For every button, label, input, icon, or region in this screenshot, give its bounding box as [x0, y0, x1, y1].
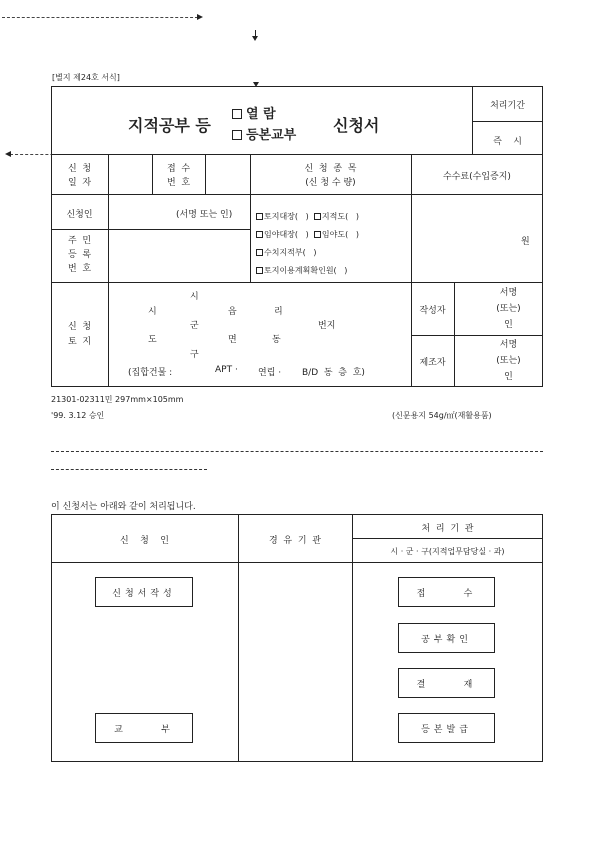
building-bd: B/D 동 층 호) — [302, 368, 365, 378]
receipt-no-label-line: 번 호 — [166, 178, 191, 188]
apply-date-label-line: 일 자 — [67, 178, 92, 188]
processing-period-label: 처리기간 — [490, 101, 525, 111]
building-villa: 연립 · — [258, 368, 282, 378]
fold-mark — [255, 30, 256, 36]
writer-label: 작성자 — [419, 306, 446, 316]
sign-line: 인 — [504, 320, 513, 330]
divider — [472, 121, 543, 122]
divider — [352, 538, 543, 539]
resident-label-line: 등 록 — [67, 250, 92, 260]
document-type: 토지이용계획확인원( ) — [264, 266, 348, 275]
step-receipt: 접 수 — [398, 577, 495, 607]
document-row — [256, 262, 359, 280]
approval-date: '99. 3.12 승인 — [51, 411, 105, 420]
checkbox-icon[interactable] — [256, 249, 263, 256]
resident-label-line: 주 민 — [67, 236, 92, 246]
document-type: 지적도( ) — [321, 212, 359, 221]
resident-no-label — [51, 234, 108, 276]
category-label — [250, 162, 411, 190]
divider — [51, 194, 543, 195]
building-apt: APT · — [215, 365, 238, 375]
checkbox-icon[interactable] — [256, 231, 263, 238]
document-type: 임야도( ) — [321, 230, 359, 239]
title-right: 신청서 — [333, 116, 380, 135]
cut-line — [51, 451, 543, 452]
land-address — [108, 289, 411, 384]
document-type: 수치지적부( ) — [264, 248, 317, 257]
land-label — [51, 320, 108, 350]
address-lot: 번지 — [318, 321, 336, 331]
document-type: 토지대장( ) — [264, 212, 309, 221]
col-via: 경 유 기 관 — [269, 536, 321, 546]
arrow-right-icon — [197, 14, 203, 20]
land-label-line: 신 청 — [67, 322, 92, 332]
cut-line — [51, 469, 207, 470]
cut-mark-top — [2, 17, 198, 18]
processing-period-value: 즉 시 — [493, 137, 522, 147]
divider — [51, 562, 543, 563]
arrow-down-icon — [252, 36, 258, 41]
sign-line: (또는) — [496, 356, 521, 366]
address-dong: 동 — [272, 335, 281, 345]
divider — [411, 154, 412, 387]
checkbox-icon[interactable] — [256, 213, 263, 220]
col-org: 처 리 기 관 — [421, 524, 474, 534]
document-row — [256, 226, 359, 244]
fee-label: 수수료(수입증지) — [443, 172, 511, 182]
checkbox-icon[interactable] — [256, 267, 263, 274]
document-type: 임야대장( ) — [264, 230, 309, 239]
land-label-line: 토 지 — [67, 337, 92, 347]
arrow-left-icon — [5, 151, 11, 157]
form-label: [별지 제24호 서식] — [52, 73, 120, 82]
divider — [51, 154, 543, 155]
sign-line: 인 — [504, 372, 513, 382]
option-view-label: 열 람 — [246, 107, 276, 122]
applicant-label: 신청인 — [66, 210, 93, 220]
col-applicant: 신 청 인 — [120, 536, 169, 546]
checkbox-icon[interactable] — [314, 231, 321, 238]
address-city: 시 — [190, 292, 199, 302]
address-eup: 읍 — [228, 307, 237, 317]
sign-line: (또는) — [496, 304, 521, 314]
address-do: 도 — [148, 335, 157, 345]
divider — [205, 154, 206, 194]
editor-sign[interactable] — [454, 337, 543, 385]
title-option-view — [232, 103, 276, 122]
address-myeon: 면 — [228, 335, 237, 345]
resident-label-line: 번 호 — [67, 264, 92, 274]
step-deliver: 교 부 — [95, 713, 193, 743]
apply-date-label — [51, 162, 108, 190]
fee-unit: 원 — [521, 237, 530, 247]
category-label-line: (신 청 수 량) — [305, 178, 356, 188]
divider — [238, 514, 239, 762]
category-label-line: 신 청 종 목 — [304, 164, 357, 174]
address-si: 시 — [148, 307, 157, 317]
editor-label: 제조자 — [419, 358, 446, 368]
building-type-label: (집합건물 : — [128, 368, 173, 378]
sign-line: 서명 — [499, 340, 518, 350]
checkbox-icon[interactable] — [232, 130, 242, 140]
applicant-sign[interactable]: (서명 또는 인) — [176, 210, 233, 220]
document-type-list — [256, 208, 359, 280]
step-approval: 결 재 — [398, 668, 495, 698]
col-org-sub: 시 · 군 · 구(지적업무담당실 · 과) — [390, 547, 505, 556]
paper-spec: (신문용지 54g/㎡(재활용품) — [392, 411, 492, 420]
option-copy-label: 등본교부 — [246, 128, 297, 143]
address-gun: 군 — [190, 321, 199, 331]
step-write-application: 신청서작성 — [95, 577, 193, 607]
divider — [411, 335, 543, 336]
address-gu: 구 — [190, 350, 199, 360]
title-left: 지적공부 등 — [128, 116, 211, 135]
apply-date-label-line: 신 청 — [67, 164, 92, 174]
document-row — [256, 208, 359, 226]
step-check-records: 공부확인 — [398, 623, 495, 653]
checkbox-icon[interactable] — [232, 109, 242, 119]
form-code: 21301-02311민 297mm×105mm — [51, 395, 184, 404]
receipt-no-label-line: 접 수 — [166, 164, 191, 174]
address-ri: 리 — [274, 307, 283, 317]
process-intro: 이 신청서는 아래와 같이 처리됩니다. — [51, 502, 196, 512]
step-issue-copy: 등본발급 — [398, 713, 495, 743]
document-row — [256, 244, 359, 262]
title-option-copy — [232, 124, 296, 143]
divider — [51, 229, 250, 230]
divider — [51, 282, 543, 283]
receipt-no-label — [152, 162, 205, 190]
writer-sign[interactable] — [454, 285, 543, 333]
sign-line: 서명 — [499, 288, 518, 298]
checkbox-icon[interactable] — [314, 213, 321, 220]
